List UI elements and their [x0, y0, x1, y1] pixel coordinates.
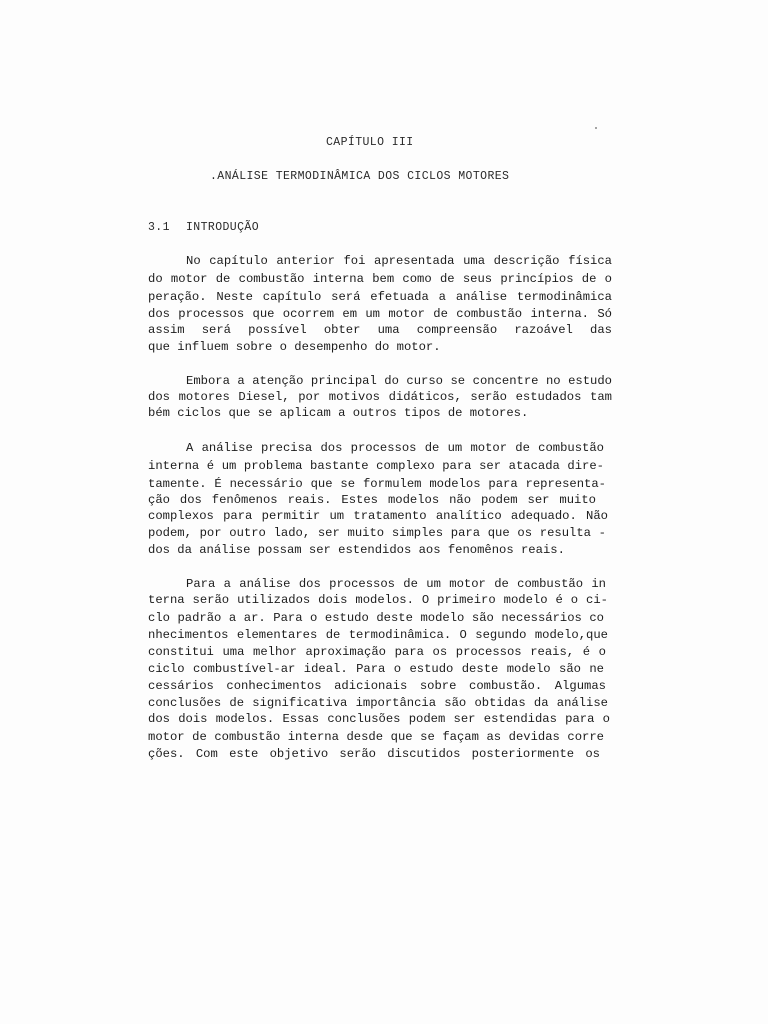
paragraph-line: A análise precisa dos processos de um motor de combustão: [186, 441, 604, 455]
paragraph-line: que influem sobre o desempenho do motor.: [148, 340, 441, 354]
paragraph-line: constitui uma melhor aproximação para os processos reais, é o: [148, 645, 606, 659]
paragraph-line: Para a análise dos processos de um motor de combustão in: [186, 577, 606, 591]
paragraph-line: peração. Neste capítulo será efetuada a análise termodinâmica: [148, 290, 612, 304]
section-title: INTRODUÇÃO: [186, 221, 260, 234]
paragraph-line: No capítulo anterior foi apresentada uma descrição física: [186, 254, 612, 268]
section-number: 3.1: [148, 221, 170, 234]
paragraph-line: motor de combustão interna desde que se façam as devidas corre: [148, 730, 604, 744]
paragraph-line: do motor de combustão interna bem como de seus princípios de o: [148, 272, 612, 286]
paragraph-line: ções. Com este objetivo serão discutidos posteriormente os: [148, 747, 600, 761]
scan-speck: [595, 127, 597, 129]
paragraph-line: dos motores Diesel, por motivos didáticos, serão estudados tam: [148, 390, 612, 404]
paragraph-line: dos processos que ocorrem em um motor de combustão interna. Só: [148, 307, 612, 321]
chapter-title: .ANÁLISE TERMODINÂMICA DOS CICLOS MOTORES: [210, 170, 510, 183]
paragraph-line: complexos para permitir um tratamento analítico adequado. Não: [148, 509, 608, 523]
paragraph-line: bém ciclos que se aplicam a outros tipos de motores.: [148, 406, 529, 420]
paragraph-line: cessários conhecimentos adicionais sobre combustão. Algumas: [148, 679, 606, 693]
paragraph-line: interna é um problema bastante complexo para ser atacada dire-: [148, 459, 604, 473]
paragraph-line: Embora a atenção principal do curso se concentre no estudo: [186, 374, 612, 388]
paragraph-line: nhecimentos elementares de termodinâmica. O segundo modelo,que: [148, 628, 608, 642]
paragraph-line: tamente. É necessário que se formulem modelos para representa-: [148, 477, 606, 491]
paragraph-line: clo padrão a ar. Para o estudo deste modelo são necessários co: [148, 611, 604, 625]
paragraph-line: assim será possível obter uma compreensão razoável das: [148, 323, 612, 337]
paragraph-line: conclusões de significativa importância são obtidas da análise: [148, 696, 608, 710]
paragraph-line: ciclo combustível-ar ideal. Para o estudo deste modelo são ne: [148, 662, 604, 676]
paragraph-line: dos dois modelos. Essas conclusões podem ser estendidas para o: [148, 712, 610, 726]
paragraph-line: podem, por outro lado, ser muito simples para que os resulta -: [148, 526, 606, 540]
chapter-heading: CAPÍTULO III: [326, 136, 414, 149]
paragraph-line: dos da análise possam ser estendidos aos fenomênos reais.: [148, 543, 565, 557]
paragraph-line: terna serão utilizados dois modelos. O primeiro modelo é o ci-: [148, 593, 608, 607]
paragraph-line: ção dos fenômenos reais. Estes modelos não podem ser muito: [148, 493, 596, 507]
